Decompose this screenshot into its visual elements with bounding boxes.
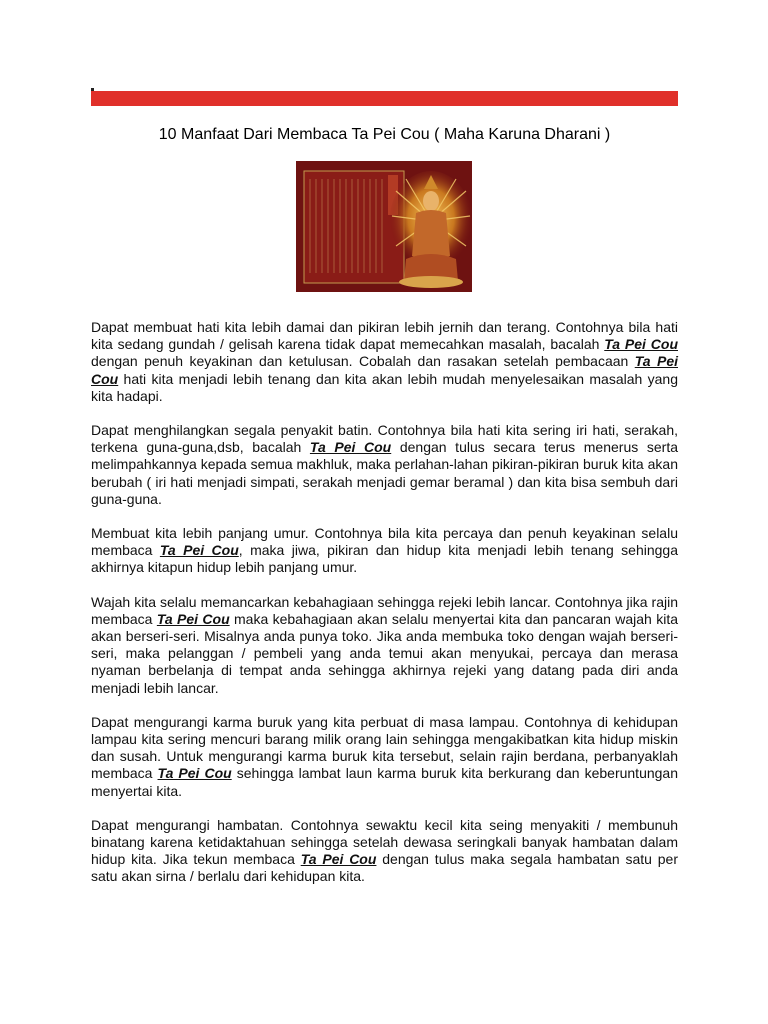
- header-red-bar: [91, 91, 678, 106]
- paragraph-1: Dapat membuat hati kita lebih damai dan pikiran lebih jernih dan terang. Contohnya bila hati kita sedang gundah / gelisah karena tidak dapat memecahkan masalah, bacalah Ta Pei Cou dengan penuh keyakinan dan ketulusan. Cobalah dan rasakan setelah pembacaan Ta Pei Cou hati kita menjadi lebih tenang dan kita akan lebih mudah menyelesaikan masalah yang kita hadapi.: [91, 319, 678, 404]
- paragraph-6: Dapat mengurangi hambatan. Contohnya sewaktu kecil kita seing menyakiti / membunuh binatang karena ketidaktahuan sehingga setelah dewasa seringkali banyak hambatan dalam hidup kita. Jika tekun membaca Ta Pei Cou dengan tulus maka segala hambatan satu per satu akan sirna / berlalu dari kehidupan kita.: [91, 816, 678, 885]
- paragraph-3: Membuat kita lebih panjang umur. Contohnya bila kita percaya dan penuh keyakinan selalu membaca Ta Pei Cou, maka jiwa, pikiran dan hidup kita menjadi lebih tenang sehingga akhirnya kitapun hidup lebih panjang umur.: [91, 525, 679, 576]
- ta-pei-cou-keyword: Ta Pei Cou: [157, 765, 232, 782]
- ta-pei-cou-keyword: Ta Pei Cou: [604, 336, 678, 353]
- ta-pei-cou-keyword: Ta Pei Cou: [156, 610, 230, 627]
- ta-pei-cou-keyword: Ta Pei Cou: [309, 439, 392, 456]
- document-body: [91, 319, 678, 903]
- ta-pei-cou-keyword: Ta Pei Cou: [159, 542, 239, 559]
- ta-pei-cou-keyword: Ta Pei Cou: [300, 851, 377, 868]
- paragraph-5: Dapat mengurangi karma buruk yang kita perbuat di masa lampau. Contohnya di kehidupan lampau kita sering mencuri barang milik orang lain sehingga mengakibatkan kita hidup miskin dan susah. Untuk mengurangi karma buruk kita tersebut, selain rajin berdana, perbanyaklah membaca Ta Pei Cou sehingga lambat laun karma buruk kita berkurang dan keberuntungan menyertai kita.: [91, 713, 679, 799]
- bodhisattva-illustration-icon: [296, 161, 472, 292]
- ta-pei-cou-keyword: Ta Pei Cou: [91, 353, 678, 387]
- document-title: 10 Manfaat Dari Membaca Ta Pei Cou ( Maha Karuna Dharani ): [158, 126, 611, 143]
- thousand-armed-bodhisattva-image: [296, 161, 472, 292]
- paragraph-4: Wajah kita selalu memancarkan kebahagiaan sehingga rejeki lebih lancar. Contohnya jika rajin membaca Ta Pei Cou maka kebahagiaan akan selalu menyertai kita dan pancaran wajah kita akan berseri-seri. Misalnya anda punya toko. Jika anda membuka toko dengan wajah berseri-seri, maka pelanggan / pembeli yang anda temui akan menyukai, percaya dan merasa nyaman berbelanja di tempat anda sehingga akhirnya rejeki yang datang pada diri anda menjadi lebih lancar.: [91, 593, 678, 696]
- paragraph-2: Dapat menghilangkan segala penyakit batin. Contohnya bila hati kita sering iri hati, serakah, terkena guna-guna,dsb, bacalah Ta Pei Cou dengan tulus secara terus menerus serta melimpahkannya kepada semua makhluk, maka perlahan-lahan pikiran-pikiran buruk kita akan berubah ( iri hati menjadi simpati, serakah menjadi gemar beramal ) dan kita bisa sembuh dari guna-guna.: [91, 422, 678, 507]
